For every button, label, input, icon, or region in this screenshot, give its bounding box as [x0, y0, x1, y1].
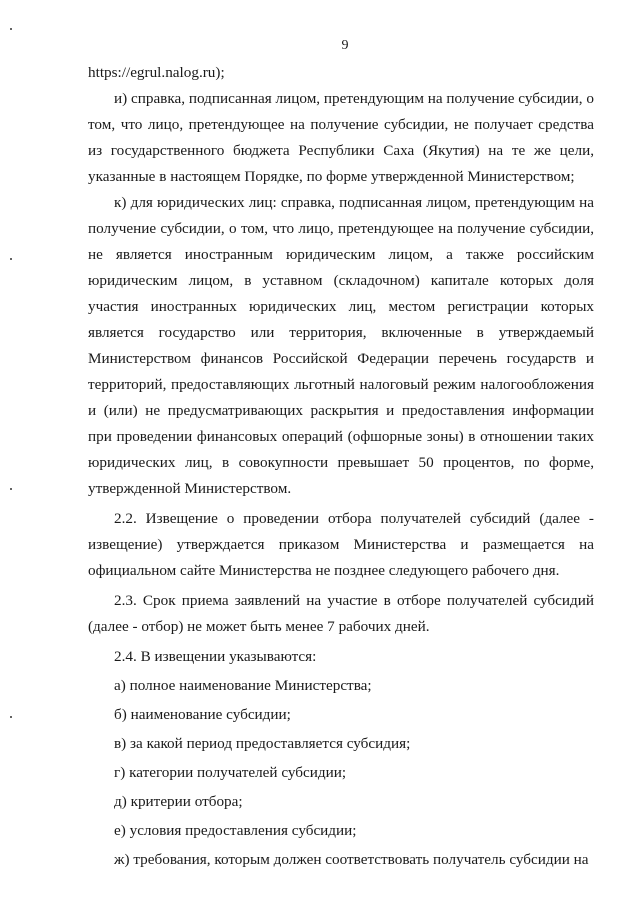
- list-item: г) категории получателей субсидии;: [114, 764, 347, 781]
- paragraph-2-3: 2.3. Срок приема заявлений на участие в отборе получателей субсидий (далее - отбор) не может быть менее 7 рабочих дней.: [88, 592, 594, 635]
- scan-artifact-dot: [10, 28, 12, 30]
- document-body: [88, 60, 594, 873]
- list-item: в) за какой период предоставляется субсидия;: [114, 735, 411, 752]
- scan-artifact-dot: [10, 716, 12, 718]
- scan-artifact-dot: [10, 258, 12, 260]
- scan-artifact-dot: [10, 488, 12, 490]
- page-number: 9: [341, 38, 349, 53]
- list-item: ж) требования, которым должен соответствовать получатель субсидии на: [114, 851, 589, 868]
- list-item: б) наименование субсидии;: [114, 706, 291, 723]
- list-item: д) критерии отбора;: [114, 793, 243, 810]
- paragraph-url-continuation: https://egrul.nalog.ru);: [88, 64, 225, 81]
- list-item: е) условия предоставления субсидии;: [114, 822, 357, 839]
- paragraph-2-4: 2.4. В извещении указываются:: [114, 648, 317, 665]
- paragraph-2-2: 2.2. Извещение о проведении отбора получателей субсидий (далее - извещение) утверждается приказом Министерства и размещается на официальном сайте Министерства не позднее следующего рабочего дня.: [88, 510, 594, 579]
- list-item: а) полное наименование Министерства;: [114, 677, 372, 694]
- paragraph-item-k: к) для юридических лиц: справка, подписанная лицом, претендующим на получение субсидии, о том, что лицо, претендующее на получение субсидии, не является иностранным юридическим лицом, а также российским юридическим лицом, в уставном (складочном) капитале которых доля участия иностранных юридических лиц, местом регистрации которых является государство или территория, включенные в утверждаемый Министерством финансов Российской Федерации перечень государств и территорий, предоставляющих льготный налоговый режим налогообложения и (или) не предусматривающих раскрытия и предоставления информации при проведении финансовых операций (офшорные зоны) в отношении таких юридических лиц, в совокупности превышает 50 процентов, по форме, утвержденной Министерством.: [88, 194, 594, 497]
- paragraph-item-i: и) справка, подписанная лицом, претендующим на получение субсидии, о том, что лицо, претендующее на получение субсидии, не получает средства из государственного бюджета Республики Саха (Якутия) на те же цели, указанные в настоящем Порядке, по форме утвержденной Министерством;: [88, 90, 594, 185]
